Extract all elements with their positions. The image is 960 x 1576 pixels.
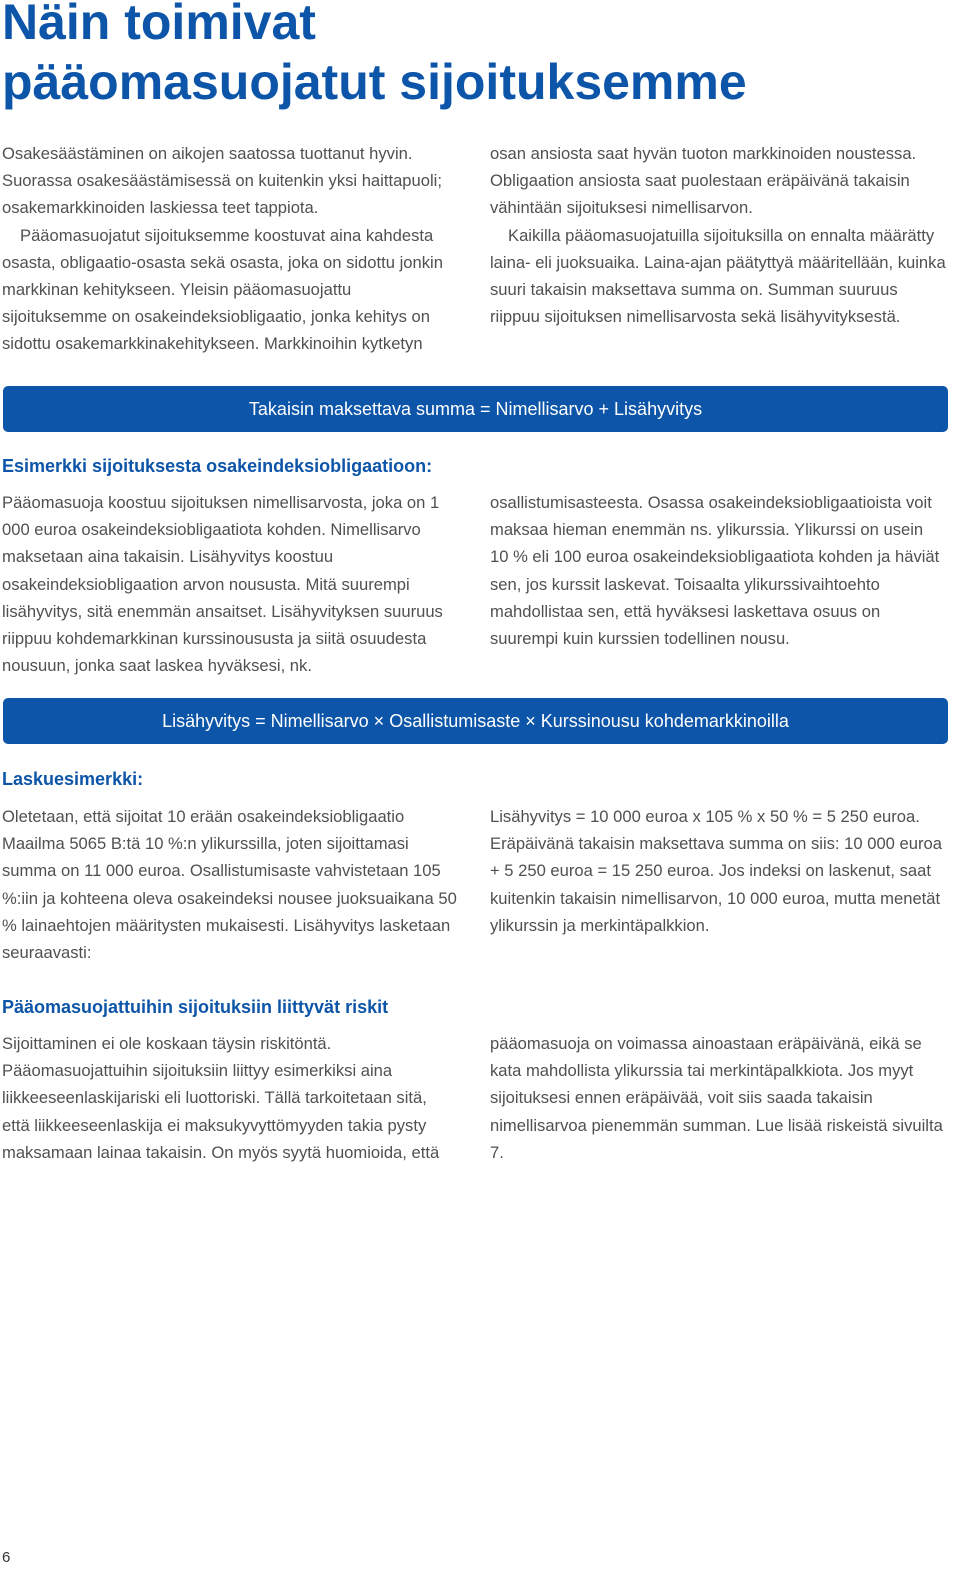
intro-paragraph-1: Osakesäästäminen on aikojen saatossa tuottanut hyvin. Suorassa osakesäästämisessä on kuitenkin yksi haittapuoli; osakemarkkinoiden laskiessa teet tappiota. [2,144,442,218]
calculation-paragraph-left: Oletetaan, että sijoitat 10 erään osakeindeksiobligaatio Maailma 5065 B:tä 10 %:n ylikurssilla, joten sijoittamasi summa on 11 000 euroa. Osallistumisaste vahvistetaan 105 %:iin ja kohteena oleva osakeindeksi nousee juoksuaikana 50 % lainaehtojen määritysten mukaisesti. Lisähyvitys lasketaan seuraavasti: [2,807,457,963]
intro-paragraph-2: Pääomasuojatut sijoituksemme koostuvat aina kahdesta osasta, obligaatio-osasta sekä osasta, joka on sidottu jonkin markkinan kehitykseen. Yleisin pääomasuojattu sijoituksemme on osakeindeksiobligaatio, jonka kehitys on sidottu osakemarkkinakehitykseen. Markkinoihin kytketyn [2,225,443,354]
risks-paragraph-left: Sijoittaminen ei ole koskaan täysin riskitöntä. Pääomasuojattuihin sijoituksiin liittyy esimerkiksi aina liikkeeseenlaskijariski eli luottoriski. Tällä tarkoitetaan sitä, että liikkeeseenlaskija ei maksukyvyttömyyden takia pysty maksamaan lainaa takaisin. On myös syytä huomioida, että [2,1034,440,1162]
intro-paragraph-4: Kaikilla pääomasuojatuilla sijoituksilla on ennalta määrätty laina- eli juoksuaika. Laina-ajan päätyttyä määritellään, kuinka suuri takaisin maksettava summa on. Summan suuruus riippuu sijoituksen nimellisarvosta sekä lisähyvityksestä. [490,225,946,327]
risks-left-column [2,1030,458,1166]
formula-banner-repayment: Takaisin maksettava summa = Nimellisarvo + Lisähyvitys [3,386,948,432]
example-heading: Esimerkki sijoituksesta osakeindeksiobligaatioon: [2,456,433,476]
example-paragraph-right: osallistumisasteesta. Osassa osakeindeksiobligaatioista voit maksaa hieman enemmän ns. ylikurssia. Ylikurssi on usein 10 % eli 100 euroa osakeindeksiobligaatiota kohden ja häviät sen, jos kurssit laskevat. Toisaalta ylikurssivaihtoehto mahdollistaa sen, että hyväksesi laskettava osuus on suurempi kuin kurssien todellinen nousu. [490,493,940,649]
calculation-paragraph-right: Lisähyvitys = 10 000 euroa x 105 % x 50 % = 5 250 euroa. Eräpäivänä takaisin maksettava summa on siis: 10 000 euroa + 5 250 euroa = 15 250 euroa. Jos indeksi on laskenut, saat kuitenkin takaisin nimellisarvon, 10 000 euroa, mutta menetät ylikurssin ja merkintäpalkkion. [490,807,942,935]
page-title [2,0,942,112]
formula-banner-bonus: Lisähyvitys = Nimellisarvo × Osallistumisaste × Kurssinousu kohdemarkkinoilla [3,698,948,744]
page-title-line-1: Näin toimivat [2,0,316,50]
calculation-right-column [490,803,946,939]
intro-paragraph-3: osan ansiosta saat hyvän tuoton markkinoiden noustessa. Obligaation ansiosta saat puolestaan eräpäivänä takaisin vähintään sijoituksesi nimellisarvon. [490,144,917,218]
calculation-heading: Laskuesimerkki: [2,769,144,789]
intro-left-column [2,140,458,358]
example-paragraph-left: Pääomasuoja koostuu sijoituksen nimellisarvosta, joka on 1 000 euroa osakeindeksiobligaatiota kohden. Nimellisarvo maksetaan aina takaisin. Lisähyvitys koostuu osakeindeksiobligaation arvon noususta. Mitä suurempi lisähyvitys, sitä enemmän ansaitset. Lisähyvityksen suuruus riippuu kohdemarkkinan kurssinoususta ja siitä osuudesta nousuun, jonka saat laskea hyväksesi, nk. [2,493,443,676]
risks-heading: Pääomasuojattuihin sijoituksiin liittyvät riskit [2,997,389,1017]
example-left-column [2,489,458,679]
risks-paragraph-right: pääomasuoja on voimassa ainoastaan eräpäivänä, eikä se kata mahdollista ylikurssia tai merkintäpalkkiota. Jos myyt sijoituksesi ennen eräpäivää, voit siis saada takaisin nimellisarvoa pienemmän summan. Lue lisää riskeistä sivuilta 7. [490,1034,943,1162]
risks-right-column [490,1030,946,1166]
calculation-left-column [2,803,458,966]
page-title-line-2: pääomasuojatut sijoituksemme [2,54,747,110]
intro-right-column [490,140,946,330]
example-right-column [490,489,946,652]
page-number: 6 [2,1549,11,1566]
